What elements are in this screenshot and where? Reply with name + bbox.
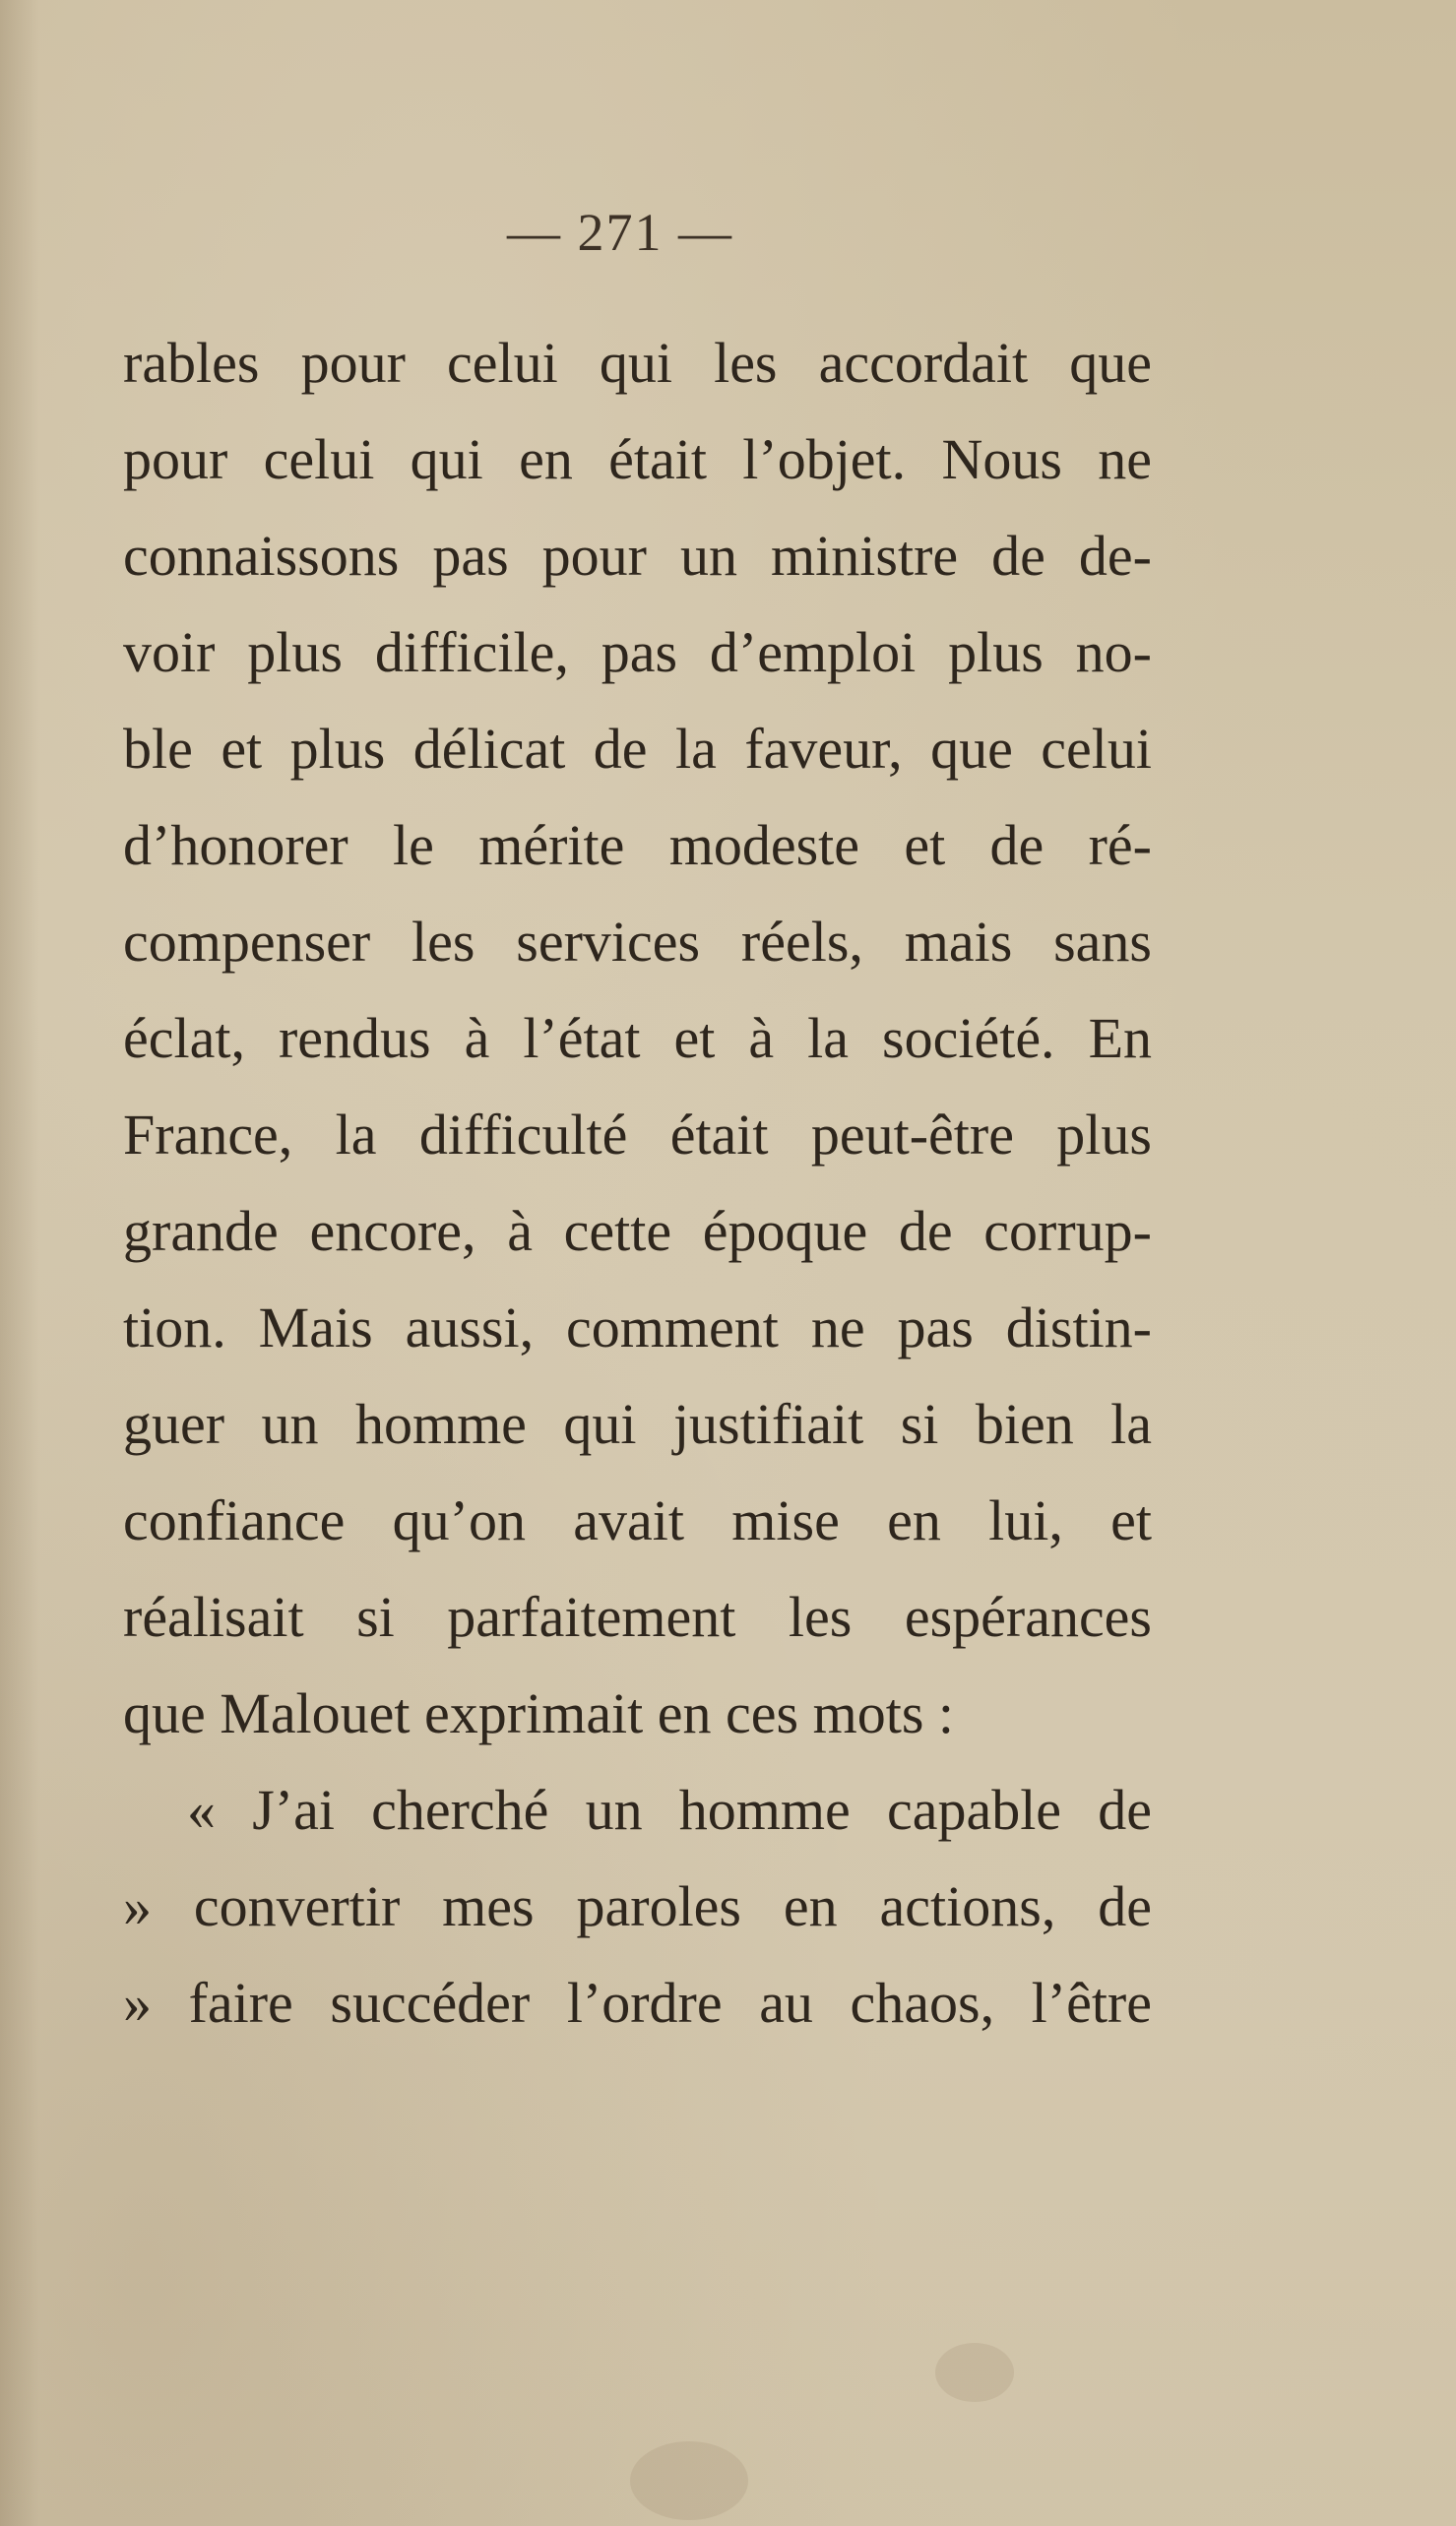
text-line: compenser les services réels, mais sans: [123, 910, 1152, 974]
text-line: ble et plus délicat de la faveur, que celui: [123, 717, 1152, 781]
text-line: confiance qu’on avait mise en lui, et: [123, 1488, 1152, 1552]
text-line: tion. Mais aussi, comment ne pas distin-: [123, 1295, 1152, 1359]
paper-stain: [935, 2343, 1014, 2402]
page-number: — 271 —: [507, 203, 733, 262]
text-line: éclat, rendus à l’état et à la société. En: [123, 1006, 1152, 1070]
quote-line: » convertir mes paroles en actions, de: [123, 1874, 1152, 1938]
text-line: que Malouet exprimait en ces mots :: [123, 1681, 955, 1745]
text-line: réalisait si parfaitement les espérances: [123, 1585, 1152, 1649]
body-text: [123, 315, 1152, 2052]
quote-line: » faire succéder l’ordre au chaos, l’être: [123, 1971, 1152, 2035]
text-line: pour celui qui en était l’objet. Nous ne: [123, 427, 1152, 491]
text-line: guer un homme qui justifiait si bien la: [123, 1392, 1152, 1456]
text-line: rables pour celui qui les accordait que: [123, 331, 1152, 395]
text-line: France, la difficulté était peut-être plus: [123, 1103, 1152, 1167]
text-line: d’honorer le mérite modeste et de ré-: [123, 813, 1152, 877]
text-line: connaissons pas pour un ministre de de-: [123, 524, 1152, 588]
text-line: voir plus difficile, pas d’emploi plus no-: [123, 620, 1152, 684]
page-edge-shadow: [0, 0, 39, 2526]
paper-stain: [630, 2441, 748, 2520]
quote-line: « J’ai cherché un homme capable de: [187, 1778, 1152, 1842]
text-line: grande encore, à cette époque de corrup-: [123, 1199, 1152, 1263]
